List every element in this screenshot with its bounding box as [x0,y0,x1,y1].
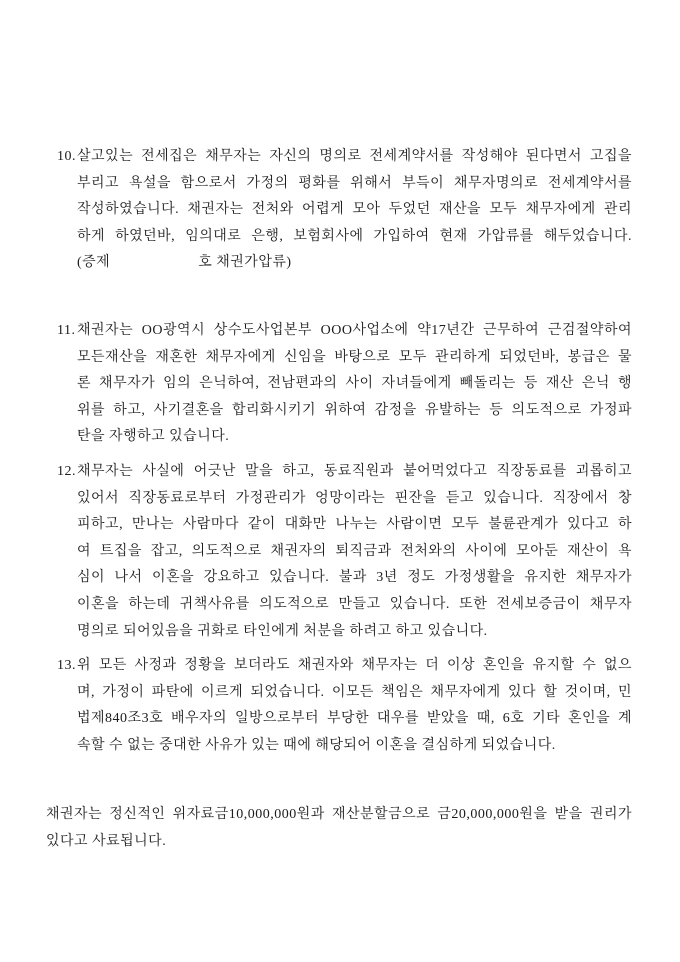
paragraph-line: 위 모든 사정과 정황을 보더라도 채권자와 채무자는 더 이상 혼인을 유지할 수 없으 [77,658,632,674]
evidence-prefix: (증제 [77,255,111,271]
paragraph-line: 채무자는 사실에 어긋난 말을 하고, 동료직원과 붙어먹었다고 직장동료를 괴롭히고 [77,463,632,479]
paragraph-12 [57,459,632,645]
paragraph-13 [57,653,632,759]
paragraph-line: 부리고 욕설을 함으로서 가정의 평화를 위해서 부득이 채무자명의로 전세계약서를 [77,175,632,191]
paragraph-line: 있어서 직장동료로부터 가정관리가 엉망이라는 핀잔을 듣고 있습니다. 직장에서 창 [77,490,632,506]
closing-paragraph [46,802,632,855]
paragraph-line: 작성하였습니다. 채권자는 전처와 어렵게 모아 두었던 재산을 모두 채무자에게 관리 [77,202,632,218]
paragraph-line: 며, 가정이 파탄에 이르게 되었습니다. 이모든 책임은 채무자에게 있다 할 것이며, 민 [77,684,632,700]
paragraph-line: 위를 하고, 사기결혼을 합리화시키기 위하여 감정을 유발하는 등 의도적으로 가정파 [77,402,632,418]
paragraph-11 [57,318,632,451]
evidence-suffix: 호 채권가압류) [198,255,292,271]
paragraph-line: 속할 수 없는 중대한 사유가 있는 때에 해당되어 이혼을 결심하게 되었습니다. [77,737,556,753]
paragraph-line: 모든재산을 재혼한 채무자에게 신임을 바탕으로 모두 관리하게 되었던바, 봉급은 물 [77,349,632,365]
paragraph-line: 살고있는 전세집은 채무자는 자신의 명의로 전세계약서를 작성해야 된다면서 고집을 [77,149,632,164]
paragraph-number: 10. [57,149,76,164]
paragraph-number: 12. [57,463,76,479]
paragraph-line: 하게 하였던바, 임의대로 은행, 보험회사에 가입하여 현재 가압류를 해두었습니다. [77,228,632,244]
paragraph-10 [57,144,632,277]
paragraph-line: 채권자는 OO광역시 상수도사업본부 OOO사업소에 약17년간 근무하여 근검절약하여 [77,322,632,338]
paragraph-line: 여 트집을 잡고, 의도적으로 채권자의 퇴직금과 전처와의 사이에 모아둔 재산이 욕 [77,543,632,559]
paragraph-line: 탄을 자행하고 있습니다. [77,429,230,445]
paragraph-line: 피하고, 만나는 사람마다 같이 대화만 나누는 사람이면 모두 불륜관계가 있다고 하 [77,517,632,533]
paragraph-number: 11. [57,322,76,338]
paragraph-line: 명의로 되어있음을 귀화로 타인에게 처분을 하려고 하고 있습니다. [77,623,488,639]
paragraph-line: 론 채무자가 임의 은닉하여, 전남편과의 사이 자녀들에게 빼돌리는 등 재산 은닉 행 [77,376,632,392]
paragraph-line: 심이 나서 이혼을 강요하고 있습니다. 불과 3년 정도 가정생활을 유지한 채무자가 [77,570,632,586]
paragraph-line: 이혼을 하는데 귀책사유를 의도적으로 만들고 있습니다. 또한 전세보증금이 채무자 [77,596,632,612]
document-body [46,144,632,856]
paragraph-line: 법제840조3호 배우자의 일방으로부터 부당한 대우를 받았을 때, 6호 기타 혼인을 계 [77,711,632,727]
closing-line: 채권자는 정신적인 위자료금10,000,000원과 재산분할금으로 금20,000,000원을 받을 권리가 [46,807,632,823]
paragraph-number: 13. [57,658,76,674]
evidence-reference-line [77,250,632,277]
closing-line: 있다고 사료됩니다. [46,834,167,850]
